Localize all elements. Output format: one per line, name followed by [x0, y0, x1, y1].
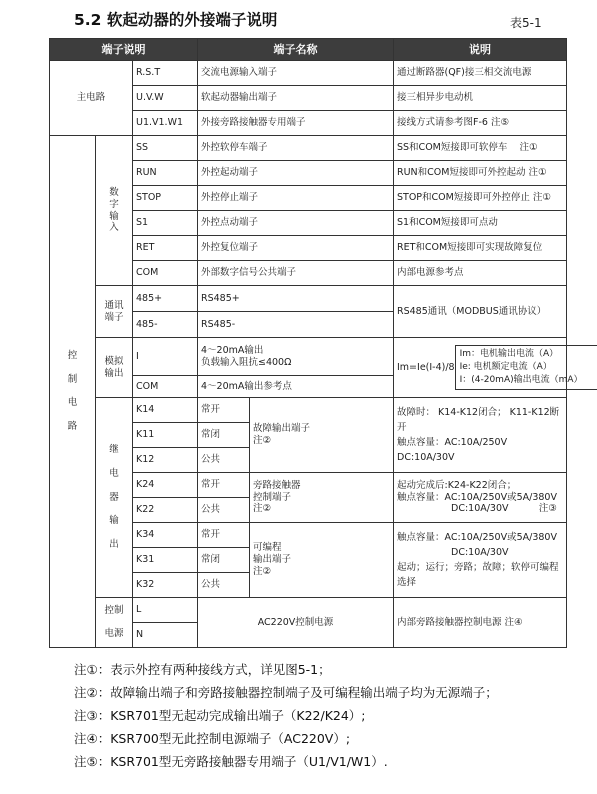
note-line: 注①：表示外控有两种接线方式，详见图5-1；: [74, 662, 331, 677]
terminal-code: COM: [133, 261, 198, 286]
terminal-desc: RS485通讯（MODBUS通讯协议）: [394, 286, 567, 338]
terminal-desc: SS和COM短接即可软停车 注①: [394, 136, 567, 161]
relay-code: K24: [133, 473, 198, 498]
note-line: 注②：故障输出端子和旁路接触器控制端子及可编程输出端子均为无源端子；: [74, 685, 498, 700]
table-number: 表5-1: [510, 16, 542, 30]
legend-line: Ie: 电机额定电流（A）: [459, 361, 552, 372]
terminal-name: 外控起动端子: [198, 161, 394, 186]
terminal-desc: 接线方式请参考图F-6 注⑤: [394, 111, 567, 136]
terminal-code: COM: [133, 376, 198, 398]
analog-desc: [394, 338, 583, 398]
relay-code: K14: [133, 398, 198, 423]
table-row: [50, 598, 567, 623]
label-char: 控: [67, 349, 78, 361]
relay-code: K22: [133, 498, 198, 523]
relay-name: 故障输出端子 注②: [250, 398, 394, 473]
terminal-code: 485+: [133, 286, 198, 312]
terminal-table: [49, 38, 583, 648]
relay-state: 常开: [198, 473, 250, 498]
terminal-code: I: [133, 338, 198, 376]
terminal-name: 交流电源输入端子: [198, 61, 394, 86]
control-circuit-label: [50, 136, 96, 648]
analog-desc-layout: [397, 345, 597, 390]
terminal-name: 4～20mA输出参考点: [198, 376, 394, 398]
relay-state: 常闭: [198, 548, 250, 573]
comm-label: 通讯 端子: [96, 286, 133, 338]
table-row: [50, 398, 567, 423]
terminal-code: 485-: [133, 312, 198, 338]
relay-state: 常开: [198, 398, 250, 423]
relay-code: K32: [133, 573, 198, 598]
relay-state: 公共: [198, 498, 250, 523]
terminal-code: RET: [133, 236, 198, 261]
section-title: 5.2 软起动器的外接端子说明: [74, 11, 278, 29]
terminal-code: L: [133, 598, 198, 623]
terminal-name: 外接旁路接触器专用端子: [198, 111, 394, 136]
terminal-name: 外部数字信号公共端子: [198, 261, 394, 286]
terminal-name: 外控点动端子: [198, 211, 394, 236]
label-char: 数: [109, 186, 119, 198]
table-row: [50, 286, 567, 312]
relay-name: 可编程 输出端子 注②: [250, 523, 394, 598]
terminal-code: SS: [133, 136, 198, 161]
relay-name: 旁路接触器 控制端子 注②: [250, 473, 394, 523]
label-char: 路: [67, 421, 78, 433]
control-power-label: 控制 电源: [96, 598, 133, 648]
note-line: 注④：KSR700型无此控制电源端子（AC220V）;: [74, 731, 351, 746]
terminal-desc: RUN和COM短接即可外控起动 注①: [394, 161, 567, 186]
terminal-name: 外控软停车端子: [198, 136, 394, 161]
relay-code: K34: [133, 523, 198, 548]
label-char: 输: [109, 210, 119, 222]
analog-label: 模拟 输出: [96, 338, 133, 398]
terminal-desc: RET和COM短接即可实现故障复位: [394, 236, 567, 261]
legend-line: Im：电机输出电流（A）: [459, 348, 559, 359]
terminal-name: AC220V控制电源: [198, 598, 394, 648]
header-terminal-name: 端子名称: [198, 39, 394, 61]
terminal-code: U.V.W: [133, 86, 198, 111]
terminal-code: S1: [133, 211, 198, 236]
analog-legend-box: [455, 345, 597, 390]
label-char: 入: [109, 222, 119, 234]
relay-desc: 故障时： K14-K12闭合； K11-K12断开 触点容量：AC:10A/250V DC:10A/30V: [394, 398, 567, 473]
terminal-code: N: [133, 623, 198, 648]
relay-state: 公共: [198, 573, 250, 598]
terminal-name: RS485+: [198, 286, 394, 312]
note-line: 注⑤：KSR701型无旁路接触器专用端子（U1/V1/W1）.: [74, 754, 388, 769]
table-row: [50, 136, 567, 161]
digital-input-label: [96, 136, 133, 286]
note-line: 注③：KSR701型无起动完成输出端子（K22/K24）;: [74, 708, 366, 723]
terminal-code: R.S.T: [133, 61, 198, 86]
analog-formula: Im=Ie(I-4)/8: [397, 361, 455, 373]
table-row: [50, 338, 567, 376]
relay-state: 常开: [198, 523, 250, 548]
terminal-desc: 接三相异步电动机: [394, 86, 567, 111]
terminal-desc: 通过断路器(QF)接三相交流电源: [394, 61, 567, 86]
table-row: [50, 61, 567, 86]
notes: [74, 658, 498, 773]
terminal-code: U1.V1.W1: [133, 111, 198, 136]
terminal-code: RUN: [133, 161, 198, 186]
terminal-desc: S1和COM短接即可点动: [394, 211, 567, 236]
terminal-name: 软起动器输出端子: [198, 86, 394, 111]
relay-desc: 起动完成后:K24-K22闭合； 触点容量：AC:10A/250V或5A/380V DC:10A/30V 注③: [394, 473, 567, 523]
terminal-desc: 内部旁路接触器控制电源 注④: [394, 598, 567, 648]
terminal-name: RS485-: [198, 312, 394, 338]
relay-output-label: 继 电 器 输 出: [96, 398, 133, 598]
relay-state: 公共: [198, 448, 250, 473]
terminal-code: STOP: [133, 186, 198, 211]
terminal-name: 外控停止端子: [198, 186, 394, 211]
relay-state: 常闭: [198, 423, 250, 448]
relay-desc: 触点容量：AC:10A/250V或5A/380V DC:10A/30V 起动；运行；旁路；故障；软停可编程选择: [394, 523, 567, 598]
table-header-row: [50, 39, 567, 61]
main-circuit-label: 主电路: [50, 61, 133, 136]
relay-code: K11: [133, 423, 198, 448]
relay-code: K12: [133, 448, 198, 473]
header-description: 说明: [394, 39, 567, 61]
label-char: 电: [67, 397, 78, 409]
terminal-name: 4～20mA输出 负载输入阻抗≤400Ω: [198, 338, 394, 376]
terminal-name: 外控复位端子: [198, 236, 394, 261]
terminal-desc: 内部电源参考点: [394, 261, 567, 286]
label-char: 制: [67, 373, 78, 385]
legend-line: I：(4-20mA)输出电流（mA）: [459, 375, 583, 386]
relay-code: K31: [133, 548, 198, 573]
header-terminal-desc: 端子说明: [50, 39, 198, 61]
terminal-desc: STOP和COM短接即可外控停止 注①: [394, 186, 567, 211]
label-char: 字: [109, 198, 119, 210]
